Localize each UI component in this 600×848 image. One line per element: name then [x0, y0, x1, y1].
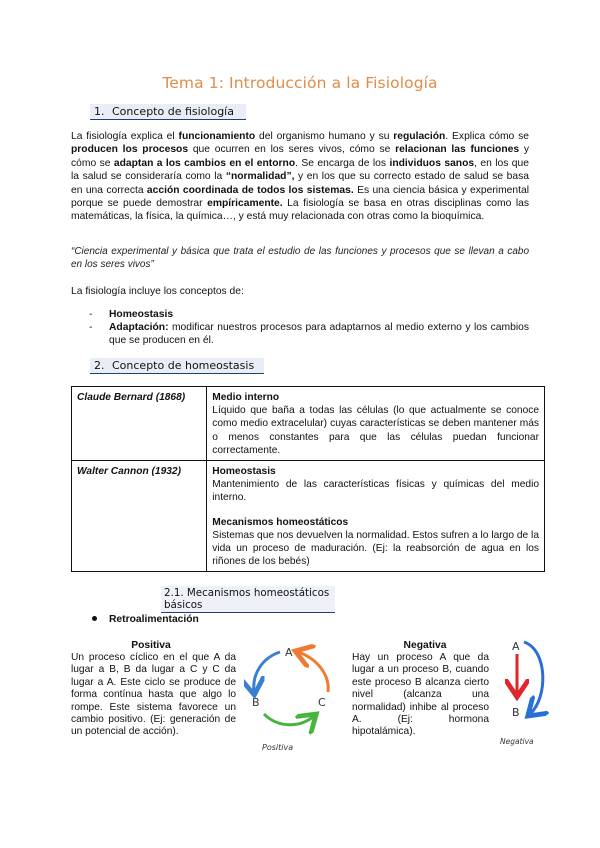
section-1-number: 1.: [94, 105, 105, 118]
description-cell: [207, 461, 545, 572]
positive-title: Positiva: [131, 640, 171, 651]
positive-diagram-caption: Positiva: [262, 743, 294, 752]
homeostasis-table: [71, 386, 545, 572]
negative-diagram-caption: Negativa: [500, 737, 534, 746]
list-item: - Adaptación: modificar nuestros procesos para adaptarnos al medio externo y los cambios que se producen en él.: [89, 321, 529, 347]
feedback-bullet: [92, 614, 199, 625]
table-row: [72, 461, 545, 572]
term-text: Líquido que baña a todas las células (lo que actualmente se conoce como medio extracelular) cuyas características se deben mantener más o menos constantes para que las células puedan funcionar correctamente.: [212, 405, 539, 456]
definition-quote: “Ciencia experimental y básica que trata el estudio de las funciones y procesos que se llevan a cabo en los seres vivos”: [71, 246, 529, 270]
arrow-b-inhibits-a: [524, 642, 543, 714]
author-cell: Walter Cannon (1932): [72, 461, 207, 572]
section-1-heading: [90, 104, 246, 120]
section-1-title: Concepto de fisiología: [112, 105, 234, 118]
section-2-title: Concepto de homeostasis: [112, 359, 255, 372]
term-text: Mantenimiento de las características físicas y químicas del medio interno.: [212, 479, 539, 504]
section-2-heading: [90, 358, 264, 374]
negative-title: Negativa: [403, 640, 447, 651]
description-cell: [207, 387, 545, 461]
positive-feedback-diagram: [244, 636, 352, 756]
node-b-label: B: [252, 696, 260, 709]
positive-text: Un proceso cíclico en el que A da lugar a B, B da lugar a C y C da lugar a A. Este ciclo se produce de forma contínua hasta que algo lo rompe. Este sistema favorece un cambio positivo. (Ej: generación de un potencial de acción).: [71, 652, 236, 738]
author-cell: Claude Bernard (1868): [72, 387, 207, 461]
feedback-label: Retroalimentación: [109, 614, 199, 625]
term-label: Homeostasis: [212, 466, 276, 478]
term-label: Medio interno: [212, 392, 280, 403]
arrow-a-to-b: [254, 652, 280, 692]
bullet-icon: [92, 616, 97, 621]
table-row: [72, 387, 545, 461]
arrow-b-to-c: [264, 714, 314, 725]
term-label: Mecanismos homeostáticos: [212, 516, 349, 528]
concepts-intro: La fisiología incluye los conceptos de:: [71, 286, 244, 297]
node-a-label: A: [285, 646, 293, 659]
node-b-label: B: [512, 706, 520, 719]
paragraph-definition: La fisiología explica el funcionamiento del organismo humano y su regulación. Explica cómo se producen los procesos que ocurren en los seres vivos, cómo se relacionan las funciones y cómo se adaptan a los cambios en el entorno. Se encarga de los individuos sanos, en los que la salud se consideraría como la “normalidad”, y en los que su correcto estado de salud se basa en una correcta acción coordinada de todos los sistemas. Es una ciencia básica y experimental porque se puede demostrar empíricamente. La fisiología se basa en otras disciplinas como las matemáticas, la física, la química…, y está muy relacionada con otras como la bioquímica.: [71, 131, 530, 223]
list-item: - Homeostasis: [89, 308, 529, 321]
subsection-heading: 2.1. Mecanismos homeostáticos básicos: [161, 586, 335, 613]
negative-feedback-diagram: [492, 634, 556, 750]
node-a-label: A: [512, 640, 520, 653]
concepts-list: [89, 308, 529, 348]
term-text: Sistemas que nos devuelven la normalidad. Estos sufren a lo largo de la vida un proceso de maduración. (Ej: la reabsorción de agua en los riñones de los bebés): [212, 529, 539, 568]
section-2-number: 2.: [94, 359, 105, 372]
arrow-c-to-a: [298, 652, 328, 692]
node-c-label: C: [318, 696, 326, 709]
negative-text: Hay un proceso A que da lugar a un proceso B, cuando este proceso B alcanza cierto nivel (alcanza una normalidad) inhibe al proceso A. (Ej: hormona hipotalámica).: [352, 652, 489, 738]
page-title: Tema 1: Introducción a la Fisiología: [162, 74, 438, 92]
